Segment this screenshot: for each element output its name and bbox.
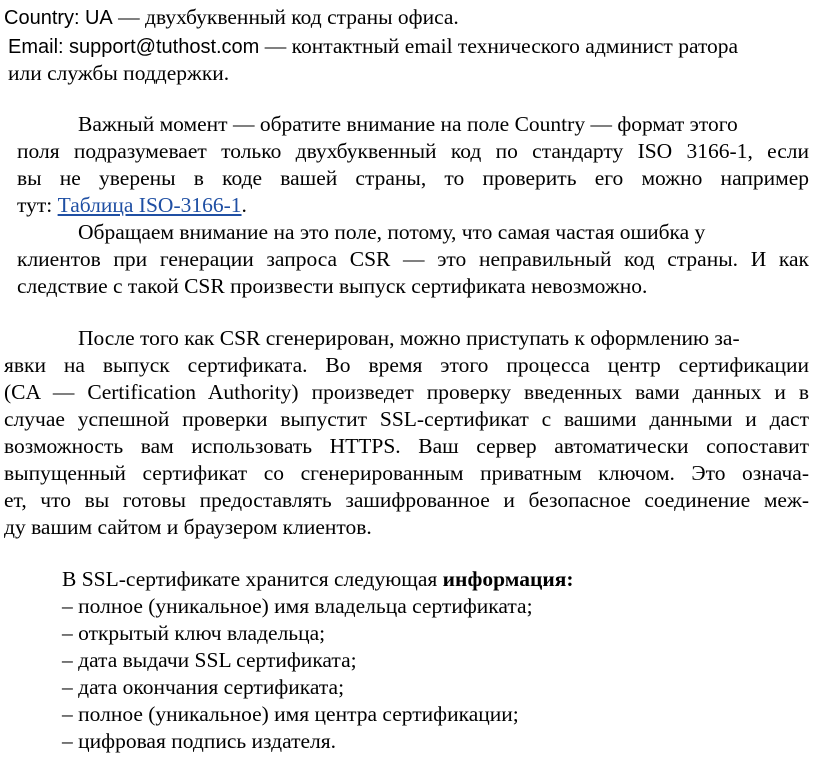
warning-line-3: следствие с такой CSR произвести выпуск сертификата невозможно. — [17, 274, 648, 298]
list-item: – дата выдачи SSL сертификата; — [62, 648, 357, 672]
list-item: – полное (уникальное) имя центра сертификации; — [62, 702, 519, 726]
info-intro — [62, 566, 574, 592]
list-item: – полное (уникальное) имя владельца сертификата; — [62, 594, 533, 618]
process-line-5: возможность вам использовать HTTPS. Ваш сервер автоматически сопоставит — [4, 434, 809, 458]
email-address: support@tuthost.com — [68, 36, 260, 58]
note-link-prefix: тут: — [17, 193, 53, 217]
iso-3166-table-link[interactable]: Таблица ISO-3166-1 — [57, 193, 242, 217]
note-line-3: вы не уверены в коде вашей страны, то проверить его можно например — [17, 166, 809, 190]
note-line-2: поля подразумевает только двухбуквенный код по стандарту ISO 3166-1, если — [17, 139, 809, 163]
note-link-suffix: . — [241, 193, 247, 217]
list-item: – цифровая подпись издателя. — [62, 729, 337, 753]
country-code: UA — [84, 7, 113, 29]
process-line-3: (CA — Certification Authority) произведет проверку введенных вами данных и в — [4, 380, 809, 404]
warning-line-2: клиентов при генерации запроса CSR — это неправильный код страны. И как — [17, 247, 809, 271]
process-line-2: явки на выпуск сертификата. Во время этого процесса центр сертификации — [4, 353, 809, 377]
email-description-continued: или службы поддержки. — [8, 61, 230, 85]
note-line-4 — [17, 192, 247, 218]
process-line-1: После того как CSR сгенерирован, можно приступать к оформлению за- — [78, 326, 740, 350]
warning-line-1: Обращаем внимание на это поле, потому, что самая частая ошибка у — [78, 220, 706, 244]
list-item: – открытый ключ владельца; — [62, 621, 326, 645]
process-line-7: ет, что вы готовы предоставлять зашифрованное и безопасное соединение меж- — [4, 488, 809, 512]
email-description: — контактный email технического админист ратора — [264, 34, 739, 58]
email-label: Email: — [8, 36, 64, 58]
list-item: – дата окончания сертификата; — [62, 675, 345, 699]
process-line-4: случае успешной проверки выпустит SSL-сертификат с вашими данными и даст — [4, 407, 809, 431]
country-description: — двухбуквенный код страны офиса. — [118, 5, 459, 29]
note-line-1: Важный момент — обратите внимание на поле Country — формат этого — [78, 112, 738, 136]
process-line-6: выпущенный сертификат со сгенерированным приватным ключом. Это означа- — [4, 461, 809, 485]
country-field-line — [4, 4, 459, 31]
process-line-8: ду вашим сайтом и браузером клиентов. — [4, 515, 372, 539]
info-intro-text: В SSL-сертификате хранится следующая — [62, 567, 438, 591]
email-field-line — [8, 33, 738, 60]
country-label: Country: — [4, 7, 80, 29]
info-intro-bold: информация: — [442, 567, 574, 591]
